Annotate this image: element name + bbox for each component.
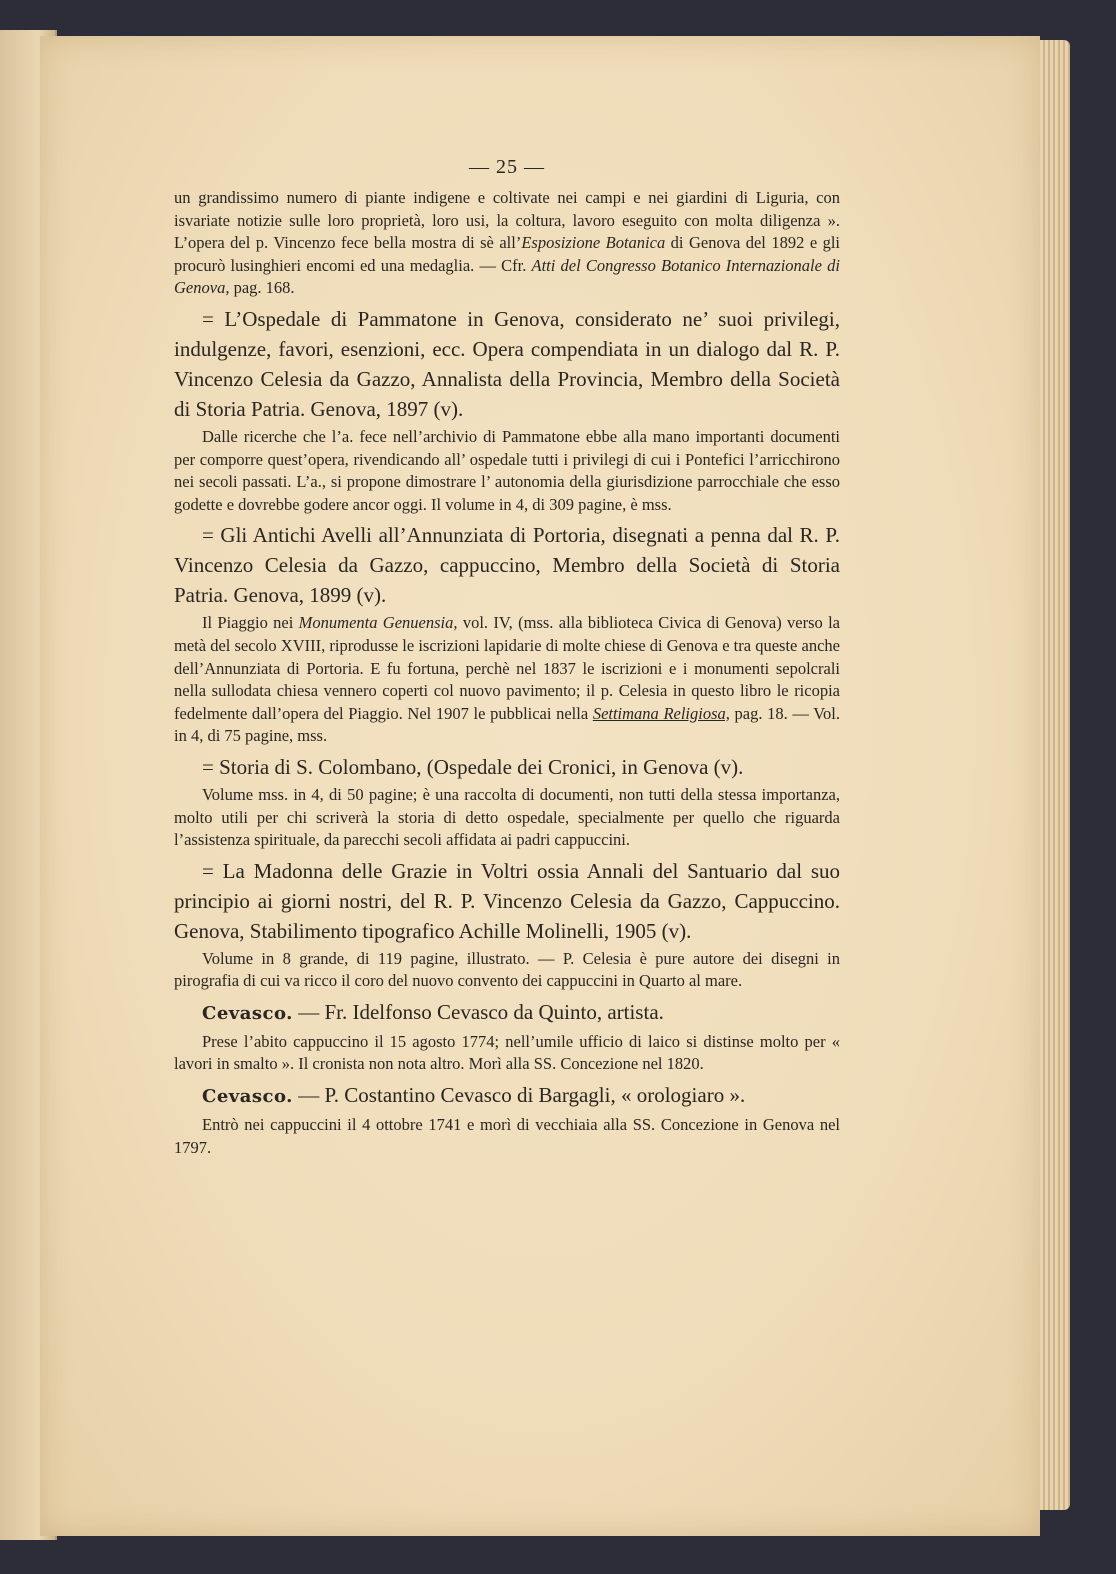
entry-storia-colombano: = Storia di S. Colombano, (Ospedale dei Cronici, in Genova (v). <box>202 754 744 779</box>
paragraph-pammatone-notes: Dalle ricerche che l’a. fece nell’archivio di Pammatone ebbe alla mano importanti documenti per comporre quest’opera, rivendicando all’ ospedale tutti i privilegi di cui i Pontefici l’arricchirono nei secoli passati. L’a., si propone dimostrare l’ autonomia della giurisdizione parrocchiale che esso godette e dovrebbe godere ancor oggi. Il volume in 4, di 309 pagine, è mss. <box>174 426 840 514</box>
entry-name: Cevasco. <box>202 1086 293 1108</box>
book-page <box>40 36 1040 1536</box>
paragraph-idelfonso-notes: Prese l’abito cappuccino il 15 agosto 1774; nell’umile ufficio di laico si distinse molto per « lavori in smalto ». Il cronista non nota altro. Morì alla SS. Concezione nel 1820. <box>174 1031 840 1074</box>
entry-name: Cevasco. <box>202 1002 293 1024</box>
paragraph-colombano-notes: Volume mss. in 4, di 50 pagine; è una raccolta di documenti, non tutti della stessa importanza, molto utili per chi scriverà la storia di detto ospedale, specialmente per quello che riguarda l’assistenza spirituale, da parecchi secoli affidata ai padri cappuccini. <box>174 784 840 850</box>
entry-cevasco-costantino: Cevasco. — P. Costantino Cevasco di Bargagli, « orologiaro ». <box>202 1083 746 1108</box>
page-text <box>174 156 840 1159</box>
paragraph-madonna-notes: Volume in 8 grande, di 119 pagine, illustrato. — P. Celesia è pure autore dei disegni in pirografia di cui va ricco il coro del nuovo convento dei cappuccini in Quarto al mare. <box>174 948 840 991</box>
paragraph-continuation: un grandissimo numero di piante indigene e coltivate nei campi e nei giardini di Liguria, con isvariate notizie sulle loro proprietà, loro usi, la coltura, lavoro eseguito con molta diligenza ». L’opera del p. Vincenzo fece bella mostra di sè all’Esposizione Botanica di Genova del 1892 e gli procurò lusinghieri encomi ed una medaglia. — Cfr. Atti del Congresso Botanico Internazionale di Genova, pag. 168. <box>174 188 841 298</box>
entry-antichi-avelli: = Gli Antichi Avelli all’Annunziata di Portoria, disegnati a penna dal R. P. Vincenzo Celesia da Gazzo, cappuccino, Membro della Società di Storia Patria. Genova, 1899 (v). <box>174 523 840 608</box>
paragraph-avelli-notes: Il Piaggio nei Monumenta Genuensia, vol. IV, (mss. alla biblioteca Civica di Genova) verso la metà del secolo XVIII, riprodusse le iscrizioni lapidarie di molte chiese di Genova e tra queste anche dell’Annunziata di Portoria. E fu fortuna, perchè nel 1837 le iscrizioni e i monumenti sepolcrali nella sullodata chiesa vennero coperti col nuovo pavimento; il p. Celesia in questo libro le ricopia fedelmente dall’opera del Piaggio. Nel 1907 le pubblicai nella Settimana Religiosa, pag. 18. — Vol. in 4, di 75 pagine, mss. <box>174 613 840 746</box>
entry-madonna-grazie: = La Madonna delle Grazie in Voltri ossia Annali del Santuario dal suo principio ai giorni nostri, del R. P. Vincenzo Celesia da Gazzo, Cappuccino. Genova, Stabilimento tipografico Achille Molinelli, 1905 (v). <box>174 858 840 943</box>
paragraph-costantino-notes: Entrò nei cappuccini il 4 ottobre 1741 e morì di vecchiaia alla SS. Concezione in Genova nel 1797. <box>174 1115 840 1157</box>
entry-ospedale-pammatone: = L’Ospedale di Pammatone in Genova, considerato ne’ suoi privilegi, indulgenze, favori, esenzioni, ecc. Opera compendiata in un dialogo dal R. P. Vincenzo Celesia da Gazzo, Annalista della Provincia, Membro della Società di Storia Patria. Genova, 1897 (v). <box>174 306 840 421</box>
entry-cevasco-idelfonso: Cevasco. — Fr. Idelfonso Cevasco da Quinto, artista. <box>202 999 664 1024</box>
page-number: — 25 — <box>469 156 545 178</box>
